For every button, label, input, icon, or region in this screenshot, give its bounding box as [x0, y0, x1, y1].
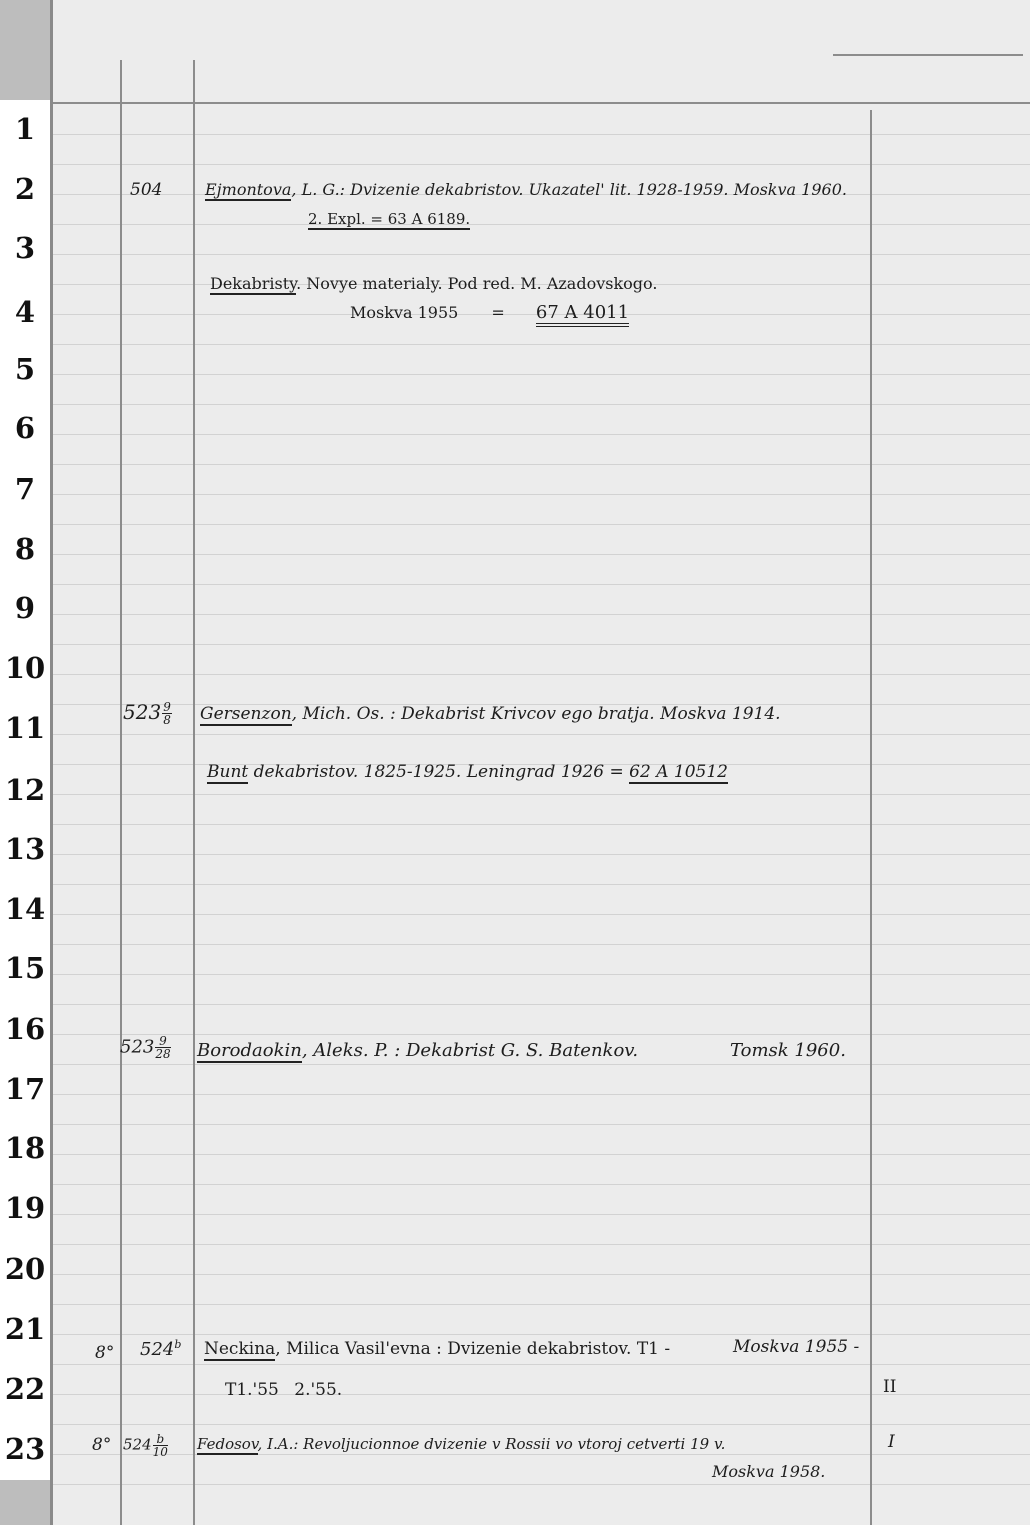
strip-bottom-shade	[0, 1480, 52, 1525]
entry-504-sub-line	[210, 274, 657, 293]
shelf-number	[123, 700, 173, 726]
header-short-rule	[833, 54, 1023, 56]
author-name: Neckina	[204, 1339, 276, 1359]
volumes-line	[225, 1380, 342, 1400]
row-number: 22	[4, 1372, 46, 1406]
row-number: 18	[4, 1131, 46, 1165]
volume-two: 2.'55.	[294, 1380, 343, 1400]
note-line	[308, 210, 470, 228]
imprint-place: Moskva 1955 -	[733, 1337, 860, 1357]
imprint-place: Tomsk 1960.	[730, 1040, 846, 1061]
row-number: 10	[4, 651, 46, 685]
entry-504-line	[205, 180, 847, 199]
holdings-mark: II	[883, 1377, 897, 1397]
author-name: Fedosov	[197, 1435, 258, 1453]
shelf-number-main: 524	[123, 1435, 152, 1454]
row-number: 11	[4, 711, 46, 745]
shelf-fraction	[162, 701, 172, 726]
holdings-mark: I	[888, 1432, 895, 1452]
title-text: , I.A.: Revoljucionnoe dvizenie v Rossii vo vtoroj cetverti 19 v.	[257, 1435, 726, 1453]
row-number: 19	[4, 1191, 46, 1225]
subentry-heading: Dekabristy	[210, 274, 297, 293]
subentry-imprint-line	[350, 302, 629, 323]
shelf-fraction	[153, 1433, 168, 1458]
row-number: 17	[4, 1072, 46, 1106]
subentry-heading: Bunt	[207, 762, 249, 782]
row-number: 21	[4, 1312, 46, 1346]
row-number: 5	[14, 352, 36, 386]
row-number: 15	[4, 951, 46, 985]
row-number: 9	[14, 591, 36, 625]
call-number: 62 A 10512	[629, 762, 728, 782]
imprint-place: Moskva 1958.	[712, 1462, 826, 1481]
entry-524b-line	[197, 1435, 725, 1453]
format-mark: 8°	[95, 1343, 115, 1363]
fraction-numerator: b	[153, 1433, 168, 1446]
subentry-title: . Novye materialy. Pod red. M. Azadovskogo.	[296, 274, 658, 293]
fraction-denominator: 8	[163, 713, 171, 727]
shelf-number	[120, 1035, 172, 1060]
shelf-number	[140, 1338, 181, 1360]
imprint-text: Moskva 1955	[350, 303, 459, 322]
author-name: Borodaokin	[197, 1040, 302, 1061]
row-number: 16	[4, 1012, 46, 1046]
author-name: Gersenzon	[200, 704, 292, 724]
row-number: 1	[14, 112, 36, 146]
header-rule	[53, 102, 1030, 104]
row-number: 2	[14, 172, 36, 206]
title-text: , L. G.: Dvizenie dekabristov. Ukazatel' lit. 1928-1959. Moskva 1960.	[291, 180, 847, 199]
row-number: 6	[14, 411, 36, 445]
fraction-numerator: 9	[155, 1035, 170, 1048]
title-text: , Milica Vasil'evna : Dvizenie dekabristov. T1 -	[275, 1339, 671, 1359]
row-number: 4	[14, 295, 36, 329]
shelf-fraction	[155, 1035, 170, 1060]
row-number: 12	[4, 773, 46, 807]
shelf-number	[123, 1433, 169, 1458]
row-number: 8	[14, 532, 36, 566]
column-rule-remarks	[870, 110, 872, 1525]
row-number: 20	[4, 1252, 46, 1286]
row-number: 13	[4, 832, 46, 866]
fraction-numerator: 9	[163, 700, 171, 714]
column-rule-number	[193, 60, 195, 1525]
fraction-denominator: 28	[155, 1047, 171, 1061]
row-number: 3	[14, 231, 36, 265]
subentry-title: dekabristov. 1825-1925. Leningrad 1926 =	[248, 762, 624, 782]
call-number: 67 A 4011	[536, 302, 629, 327]
strip-top-shade	[0, 0, 52, 100]
title-text: , Aleks. P. : Dekabrist G. S. Batenkov.	[301, 1040, 639, 1061]
shelf-number-main: 523	[123, 700, 162, 724]
shelf-number-main: 524	[140, 1339, 175, 1360]
volume-one: T1.'55	[225, 1380, 279, 1400]
row-number: 14	[4, 892, 46, 926]
row-number: 23	[4, 1432, 46, 1466]
column-rule-format	[120, 60, 122, 1525]
fraction-denominator: 10	[152, 1445, 168, 1459]
row-number: 7	[14, 472, 36, 506]
entry-524-line	[204, 1339, 670, 1359]
author-name: Ejmontova	[205, 180, 292, 199]
equals-sign: =	[491, 303, 505, 322]
second-copy-note: 2. Expl. = 63 A 6189.	[308, 210, 471, 228]
shelf-number-main: 523	[120, 1036, 155, 1058]
shelf-number: 504	[130, 180, 163, 200]
row-number-strip	[0, 0, 52, 1525]
title-text: , Mich. Os. : Dekabrist Krivcov ego bratja. Moskva 1914.	[291, 704, 781, 724]
format-mark: 8°	[92, 1435, 112, 1455]
shelf-superscript: b	[174, 1338, 182, 1351]
entry-523-line	[200, 704, 781, 724]
entry-523b-line	[197, 1040, 638, 1061]
entry-523-second-line	[207, 762, 728, 782]
